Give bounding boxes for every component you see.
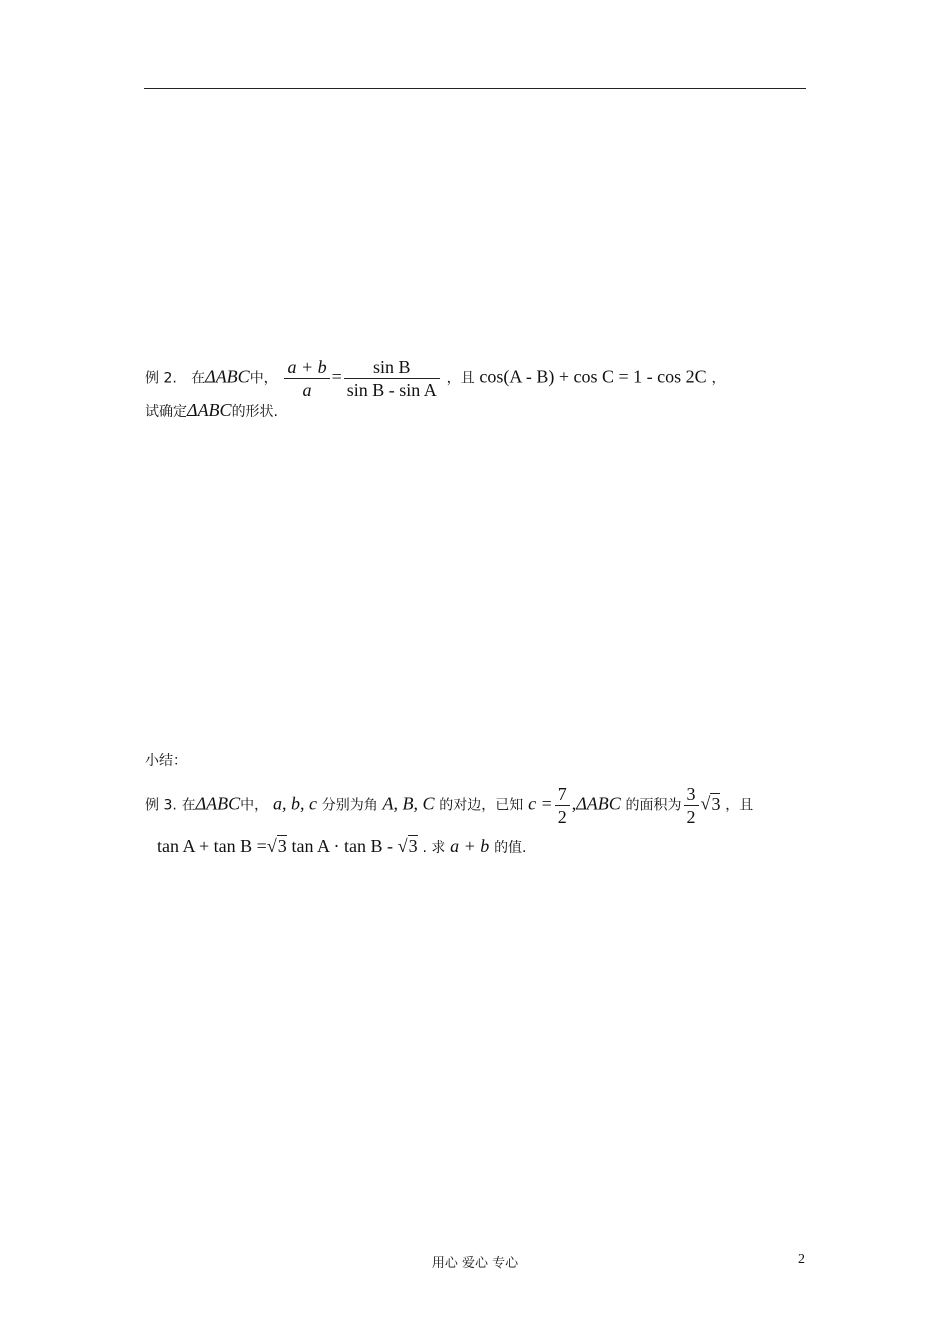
example-2-label: 例 2. [145, 370, 177, 387]
footer-motto: 用心 爱心 专心 [431, 1256, 519, 1271]
summary-label: 小结： [145, 753, 187, 769]
example-3-line-1: 例 3. 在ΔABC中， a, b, c 分别为角 A, B, C 的对边，已知 c = $\frac{7}{2}$ ,ΔABC 的面积为 $\frac{3}{2}$ √3 ，且 [145, 784, 754, 827]
header-rule [144, 88, 806, 89]
example-3-line-2: tan A + tan B =√3 tan A · tan B - √3 . 求 a + b 的值. [157, 836, 527, 856]
fraction-seven-halves: $\frac{7}{2}$ [555, 785, 570, 826]
example-2-line-1: 例 2. 在ΔABC中， $\frac{a + b}{a}$ = $\frac{\text{sin B}}{\text{sin B - sin A}}$ ，且 cos(A - B) + cos C = 1 - cos 2C ， [145, 357, 726, 400]
example-2-line-2: 试确定ΔABC的形状. [145, 400, 279, 420]
page-number: 2 [798, 1252, 805, 1267]
fraction-a-plus-b-over-a: $\frac{a + b}{a}$ [284, 358, 329, 399]
sqrt-sign: √ [700, 793, 711, 814]
example-3-label: 例 3. [145, 797, 177, 814]
fraction-sin-ratio: $\frac{\text{sin B}}{\text{sin B - sin A}}$ [344, 358, 440, 399]
triangle-abc: ΔABC [205, 366, 250, 387]
cosine-condition: cos(A - B) + cos C = 1 - cos 2C [479, 366, 707, 387]
fraction-three-halves: $\frac{3}{2}$ [684, 785, 699, 826]
